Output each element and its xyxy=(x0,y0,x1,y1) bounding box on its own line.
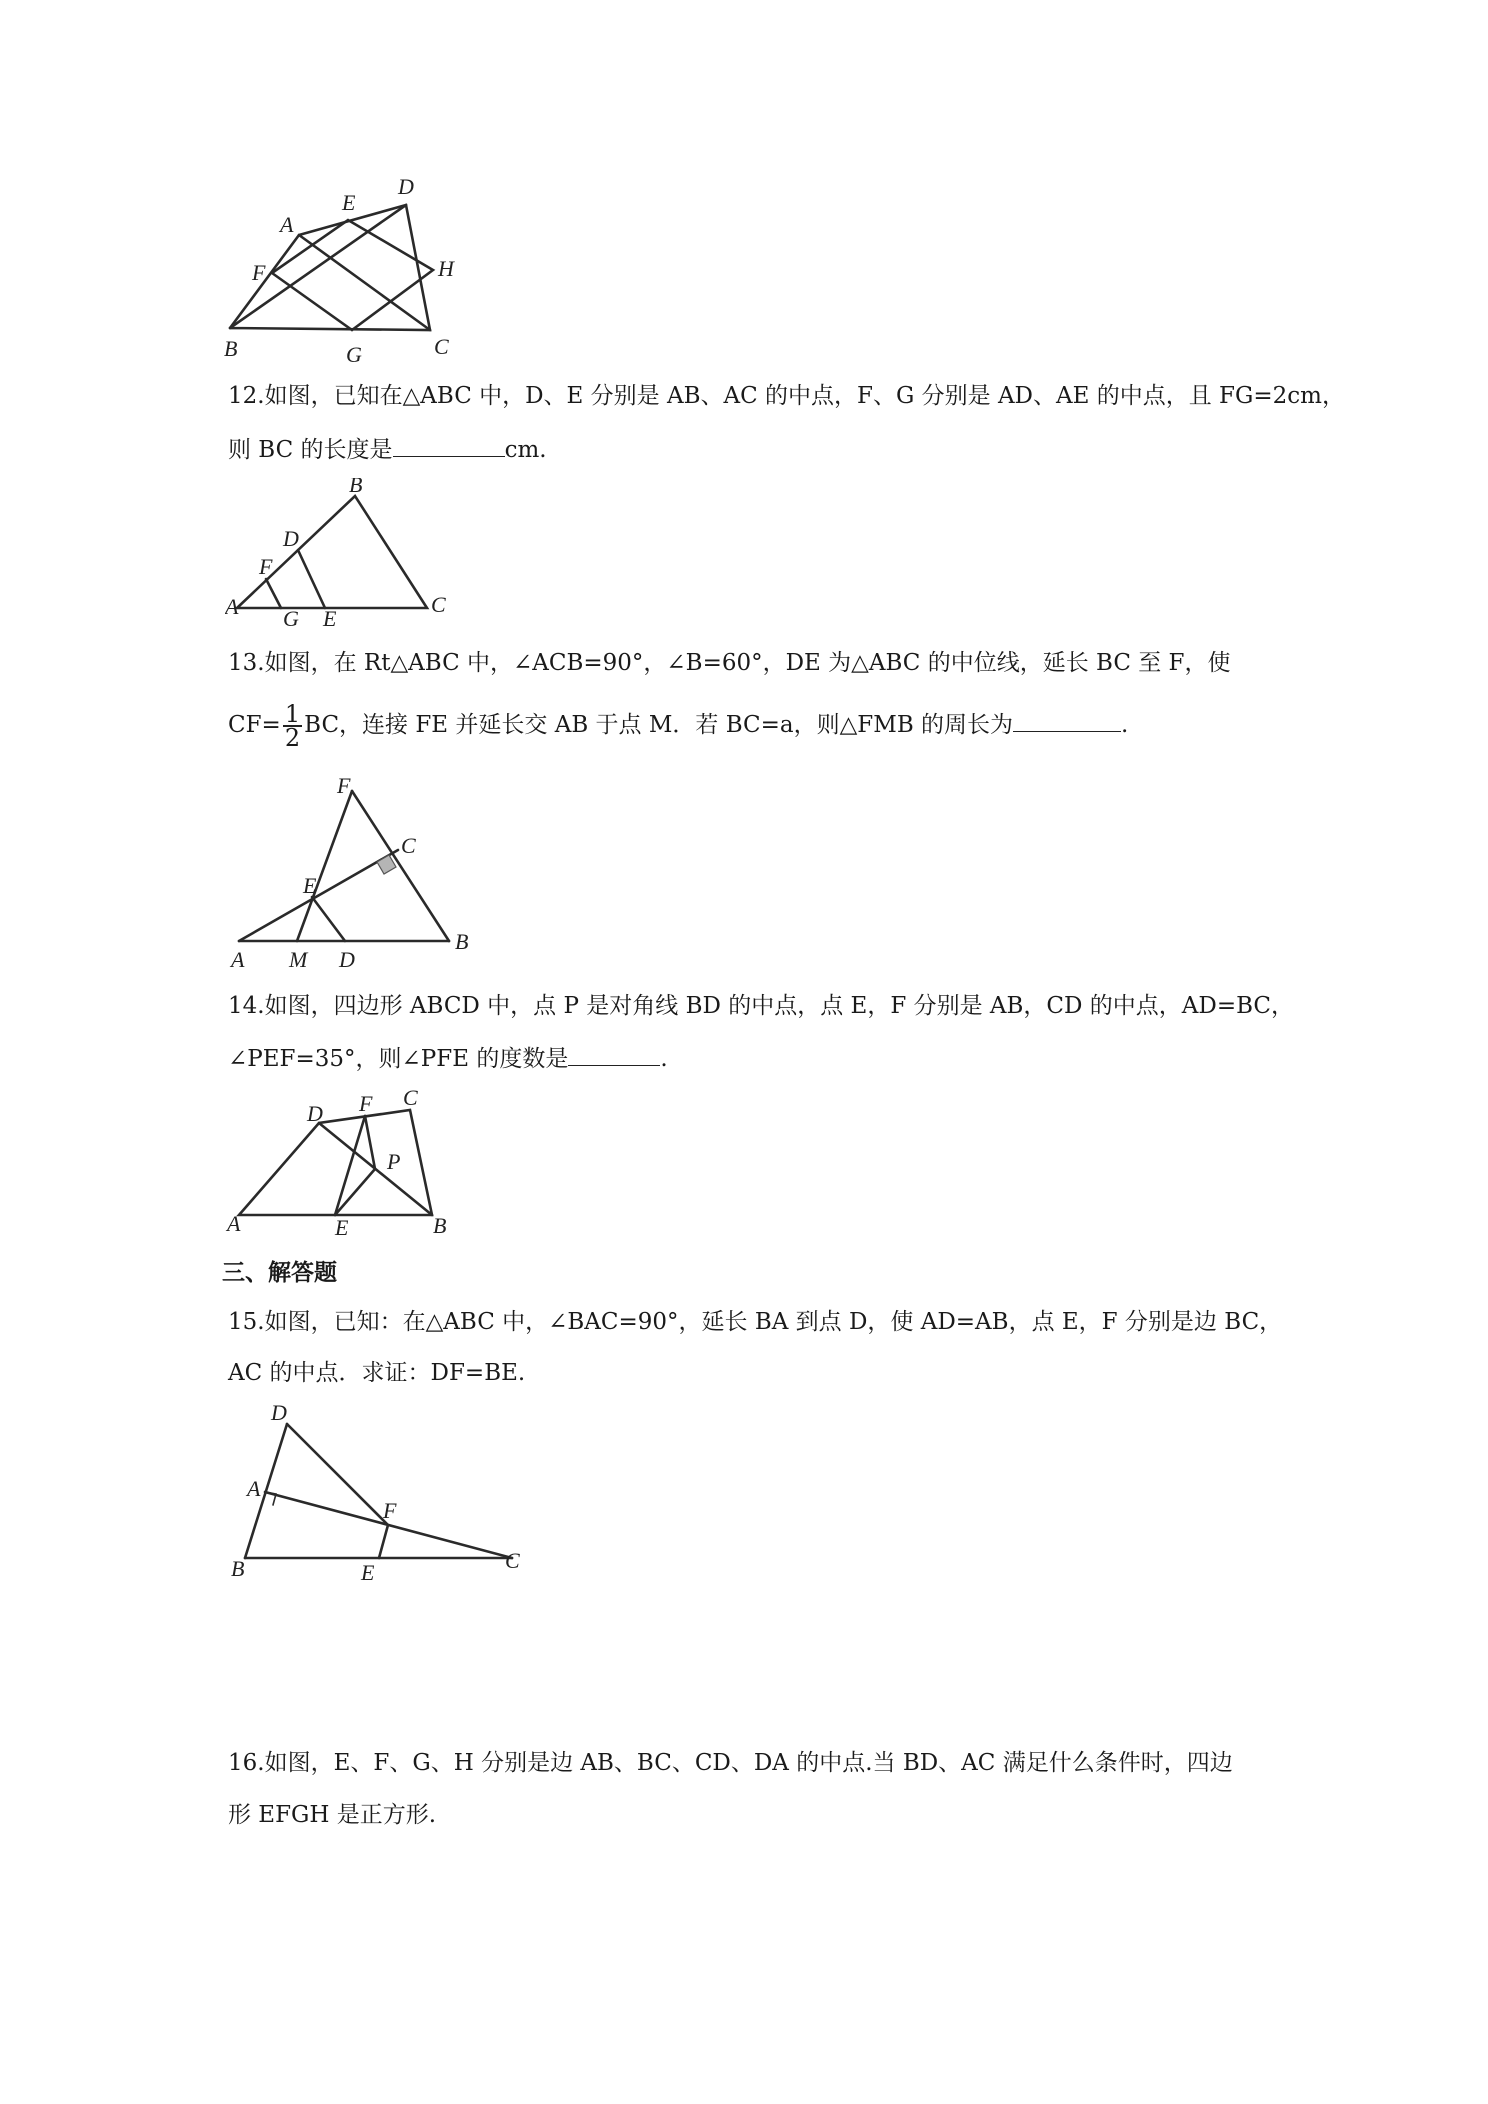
label-D: D xyxy=(283,526,299,551)
question-15-line-2: AC 的中点．求证：DF=BE. xyxy=(228,1360,526,1386)
label-C: C xyxy=(505,1548,520,1573)
figure-quadrilateral-abcd-midpoints xyxy=(225,1085,465,1245)
fraction-denominator: 2 xyxy=(284,724,301,752)
question-13-middle: BC，连接 FE 并延长交 AB 于点 M．若 BC=a，则△FMB 的周长为 xyxy=(304,712,1014,738)
answer-blank-13[interactable] xyxy=(1013,709,1121,732)
label-D: D xyxy=(271,1400,287,1425)
label-D: D xyxy=(307,1101,323,1126)
label-B: B xyxy=(455,929,469,954)
question-13-prefix: CF= xyxy=(228,712,281,738)
question-16-line-1: 16.如图，E、F、G、H 分别是边 AB、BC、CD、DA 的中点.当 BD、AC 满足什么条件时，四边 xyxy=(228,1750,1233,1776)
label-B: B xyxy=(349,478,363,497)
label-M: M xyxy=(289,947,308,972)
label-A: A xyxy=(227,1211,241,1236)
label-A: A xyxy=(231,947,245,972)
label-C: C xyxy=(401,833,416,858)
figure-lines xyxy=(239,791,449,941)
figure-quadrilateral-midpoints xyxy=(220,170,480,370)
question-14-line-1: 14.如图，四边形 ABCD 中，点 P 是对角线 BD 的中点，点 E，F 分别是 AB，CD 的中点，AD=BC， xyxy=(228,993,1295,1019)
figure-triangle-abc-midpoints xyxy=(225,478,465,628)
question-14-suffix: . xyxy=(660,1046,668,1072)
label-G: G xyxy=(283,606,299,628)
label-C: C xyxy=(431,592,446,617)
question-13-suffix: . xyxy=(1121,712,1129,738)
fraction-one-half xyxy=(283,700,302,752)
section-heading-answer-questions: 三、解答题 xyxy=(222,1260,337,1286)
question-12-suffix: cm. xyxy=(504,437,547,463)
label-E: E xyxy=(335,1215,349,1240)
label-C: C xyxy=(434,334,449,359)
label-A: A xyxy=(225,594,239,619)
figure-lines xyxy=(245,1424,512,1558)
question-16-line-2: 形 EFGH 是正方形. xyxy=(228,1802,437,1828)
question-12-line-2 xyxy=(228,434,547,465)
label-A: A xyxy=(247,1476,261,1501)
question-14-line-2 xyxy=(228,1043,668,1074)
label-D: D xyxy=(339,947,355,972)
label-E: E xyxy=(323,606,337,628)
question-15-line-1: 15.如图，已知：在△ABC 中，∠BAC=90°，延长 BA 到点 D，使 AD=AB，点 E，F 分别是边 BC， xyxy=(228,1309,1283,1335)
question-13-line-1: 13.如图，在 Rt△ABC 中，∠ACB=90°，∠B=60°，DE 为△ABC 的中位线，延长 BC 至 F，使 xyxy=(228,650,1231,676)
label-E: E xyxy=(361,1560,375,1580)
label-F: F xyxy=(337,775,351,798)
question-12-prefix: 则 BC 的长度是 xyxy=(228,437,393,463)
figure-lines xyxy=(239,1110,432,1215)
label-P: P xyxy=(387,1149,401,1174)
label-C: C xyxy=(403,1085,418,1110)
label-B: B xyxy=(231,1556,245,1580)
figure-right-triangle-dfbe xyxy=(225,1400,535,1580)
label-B: B xyxy=(224,336,238,361)
label-H: H xyxy=(438,256,454,281)
figure-right-triangle-fmb xyxy=(225,775,485,975)
label-A: A xyxy=(280,212,294,237)
label-F: F xyxy=(259,554,273,579)
figure-lines xyxy=(237,496,427,608)
label-B: B xyxy=(433,1213,447,1238)
answer-blank-14[interactable] xyxy=(568,1043,660,1066)
label-F: F xyxy=(252,260,266,285)
question-13-line-2 xyxy=(228,700,1129,752)
label-E: E xyxy=(342,190,356,215)
answer-blank-12[interactable] xyxy=(393,434,505,457)
question-14-prefix: ∠PEF=35°，则∠PFE 的度数是 xyxy=(228,1046,569,1072)
label-E: E xyxy=(303,873,317,898)
label-F: F xyxy=(359,1091,373,1116)
question-12-line-1: 12.如图，已知在△ABC 中，D、E 分别是 AB、AC 的中点，F、G 分别是 AD、AE 的中点，且 FG=2cm， xyxy=(228,383,1345,409)
label-F: F xyxy=(383,1498,397,1523)
label-G: G xyxy=(346,342,362,367)
fraction-numerator: 1 xyxy=(284,700,301,728)
label-D: D xyxy=(398,174,414,199)
